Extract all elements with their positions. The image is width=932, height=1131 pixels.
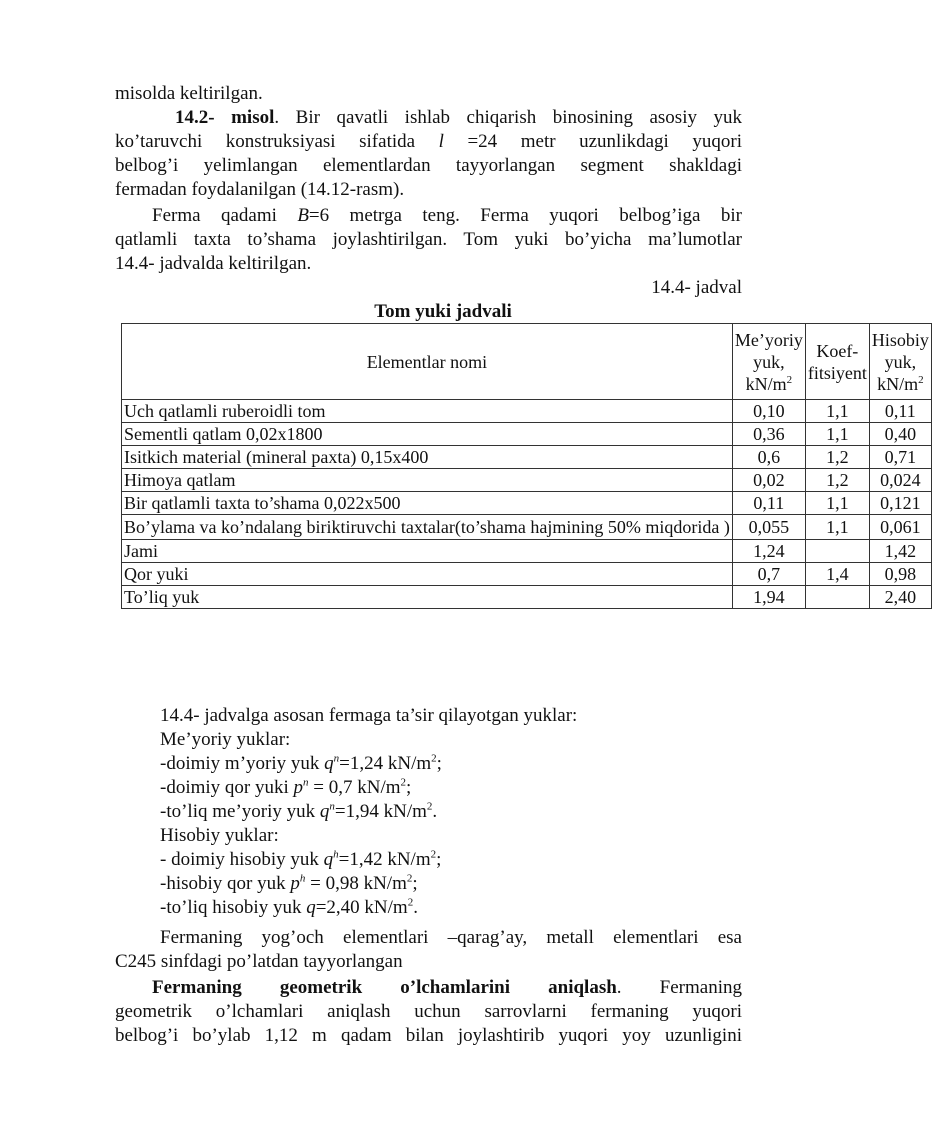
table-row: Bir qatlamli taxta to’shama 0,022x500 0,11 1,1 0,121	[122, 492, 932, 515]
table-header-row	[122, 324, 932, 400]
geometry-heading: Fermaning geometrik o’lchamlarini aniqlash	[152, 977, 617, 998]
example-line-2: ko’taruvchi konstruksiyasi sifatida l =24 metr uzunlikdagi yuqori	[115, 131, 742, 152]
table-row: Sementli qatlam 0,02x1800 0,36 1,1 0,40	[122, 423, 932, 446]
ferma-line-1: Ferma qadami B=6 metrga teng. Ferma yuqori belbog’iga bir	[152, 205, 743, 226]
table-row: Uch qatlamli ruberoidli tom 0,10 1,1 0,11	[122, 400, 932, 423]
example-line-1: 14.2- misol. Bir qavatli ishlab chiqarish binosining asosiy yuk	[175, 107, 742, 128]
ferma-line-2: qatlamli taxta to’shama joylashtirilgan. Tom yuki bo’yicha ma’lumotlar	[115, 229, 742, 250]
geometry-line-2: geometrik o’lchamlari aniqlash uchun sarrovlarni fermaning yuqori	[115, 1001, 742, 1022]
calculated-load-3: -to’liq hisobiy yuk q=2,40 $kN/m^2$.	[160, 896, 418, 918]
calculated-heading: Hisobiy yuklar:	[160, 825, 279, 846]
table-row: Isitkich material (mineral paxta) 0,15x400 0,6 1,2 0,71	[122, 446, 932, 469]
example-label: 14.2- misol	[175, 107, 275, 128]
normative-heading: Me’yoriy yuklar:	[160, 729, 291, 750]
table-row-total: Jami 1,24 1,42	[122, 540, 932, 563]
table-row: Bo’ylama va ko’ndalang biriktiruvchi taxtalar(to’shama hajmining 50% miqdorida ) 0,055 1,1 0,061	[122, 515, 932, 540]
geometry-line-1: Fermaning geometrik o’lchamlarini aniqlash. Fermaning	[152, 977, 742, 998]
table-row: Himoya qatlam 0,02 1,2 0,024	[122, 469, 932, 492]
calculated-load-1: - doimiy hisobiy yuk $q^h=1,42$ $kN/m^2$;	[160, 848, 442, 870]
normative-load-2: -doimiy qor yuki $p^n = 0,7$ $kN/m^2$;	[160, 776, 412, 798]
geometry-line-3: belbog’i bo’ylab 1,12 m qadam bilan joylashtirib yuqori yoy uzunligini	[115, 1025, 742, 1046]
loads-intro: 14.4- jadvalga asosan fermaga ta’sir qilayotgan yuklar:	[160, 705, 578, 726]
material-line-2: C245 sinfdagi po’latdan tayyorlangan	[115, 951, 403, 972]
table-title: Tom yuki jadvali	[374, 301, 512, 322]
table-row-full: To’liq yuk 1,94 2,40	[122, 586, 932, 609]
header-name: Elementlar nomi	[122, 324, 733, 400]
ferma-line-3: 14.4- jadvalda keltirilgan.	[115, 253, 312, 274]
calculated-load-2: -hisobiy qor yuk $p^h = 0,98$ $kN/m^2$;	[160, 872, 418, 894]
loads-table	[121, 323, 932, 609]
table-row-snow: Qor yuki 0,7 1,4 0,98	[122, 563, 932, 586]
header-calculated: Hisobiy yuk, $kN/m^2$	[869, 324, 931, 400]
material-line-1: Fermaning yog’och elementlari –qarag’ay, metall elementlari esa	[160, 927, 742, 948]
normative-load-3: -to’liq me’yoriy yuk $q^n=1,94$ $kN/m^2$.	[160, 800, 438, 822]
header-coefficient: Koef- fitsiyent	[805, 324, 869, 400]
table-number: 14.4- jadval	[651, 277, 742, 298]
normative-load-1: -doimiy m’yoriy yuk $q^n=1,24$ $kN/m^2$;	[160, 752, 442, 774]
header-normative: Me’yoriy yuk, $kN/m^2$	[732, 324, 805, 400]
example-line-4: fermadan foydalanilgan (14.12-rasm).	[115, 179, 405, 200]
intro-text: misolda keltirilgan.	[115, 83, 263, 104]
example-line-3: belbog’i yelimlangan elementlardan tayyorlangan segment shakldagi	[115, 155, 742, 176]
